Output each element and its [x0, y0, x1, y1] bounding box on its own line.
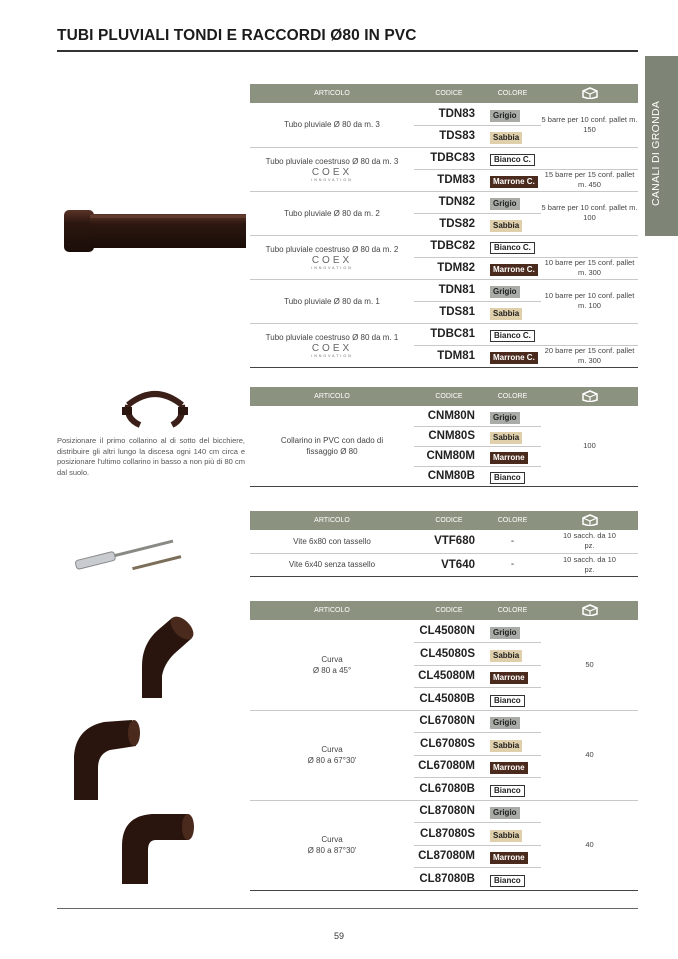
pack-cell: 50 [541, 620, 638, 710]
color-swatch: Grigio [490, 412, 520, 424]
product-code: CL87080B [414, 868, 484, 891]
article-cell: Collarino in PVC con dado di fissaggio Ø 80 [250, 406, 414, 486]
color-cell [484, 125, 541, 147]
color-cell [484, 169, 541, 191]
product-code: TDS81 [414, 301, 484, 323]
product-code: TDN83 [414, 103, 484, 125]
article-cell: Vite 6x40 senza tassello [250, 553, 414, 576]
color-swatch: Sabbia [490, 650, 522, 662]
color-swatch: Bianco [490, 875, 525, 887]
side-tab-label: CANALI DI GRONDA [650, 100, 662, 206]
color-swatch: Sabbia [490, 432, 522, 444]
title-rule [57, 50, 638, 52]
product-code: CL67080S [414, 733, 484, 756]
header-colore: COLORE [484, 511, 541, 530]
product-code: CL67080N [414, 710, 484, 733]
header-articolo: ARTICOLO [250, 601, 414, 620]
curve-67-image [70, 718, 142, 802]
coex-brand: COEX [311, 342, 353, 354]
coex-sub: INNOVATION [311, 265, 353, 270]
screws-table [250, 511, 638, 577]
header-articolo: ARTICOLO [250, 84, 414, 103]
product-code: CL45080S [414, 643, 484, 666]
box-icon [581, 603, 599, 616]
color-cell [484, 466, 541, 486]
product-code: CNM80M [414, 446, 484, 466]
color-swatch: Sabbia [490, 830, 522, 842]
coex-logo [250, 344, 414, 359]
article-cell [250, 323, 414, 367]
color-cell [484, 710, 541, 733]
color-cell [484, 345, 541, 367]
header-codice: CODICE [414, 387, 484, 406]
color-cell [484, 800, 541, 823]
color-cell [484, 257, 541, 279]
header-articolo: ARTICOLO [250, 511, 414, 530]
product-code: VTF680 [414, 530, 484, 553]
header-codice: CODICE [414, 511, 484, 530]
color-swatch: Sabbia [490, 308, 522, 320]
coex-logo [250, 168, 414, 183]
pipe-image [64, 206, 246, 256]
header-colore: COLORE [484, 387, 541, 406]
color-cell [484, 868, 541, 891]
color-swatch: Bianco [490, 785, 525, 797]
product-code: TDBC82 [414, 235, 484, 257]
color-swatch: Sabbia [490, 220, 522, 232]
pack-cell: 15 barre per 15 conf. pallet m. 450 [541, 169, 638, 191]
article-cell: Tubo pluviale Ø 80 da m. 2 [250, 191, 414, 235]
pack-cell: 100 [541, 406, 638, 486]
product-code: CL45080B [414, 688, 484, 711]
header-pack [541, 84, 638, 103]
footer-rule [57, 908, 638, 909]
article-text: Tubo pluviale coestruso Ø 80 da m. 2 [265, 244, 399, 254]
color-cell [484, 446, 541, 466]
article-cell [250, 800, 414, 890]
article-cell [250, 235, 414, 279]
curve-45-image [128, 614, 194, 700]
product-code: TDS83 [414, 125, 484, 147]
product-code: TDS82 [414, 213, 484, 235]
color-swatch: Marrone C. [490, 264, 538, 276]
color-cell [484, 665, 541, 688]
article-line2: Ø 80 a 87°30' [307, 846, 357, 855]
color-swatch: Marrone C. [490, 176, 538, 188]
color-cell [484, 426, 541, 446]
curves-table [250, 601, 638, 891]
color-cell [484, 279, 541, 301]
pack-cell [541, 323, 638, 345]
coex-sub: INNOVATION [311, 177, 353, 182]
product-code: CL87080M [414, 845, 484, 868]
color-swatch: Grigio [490, 627, 520, 639]
product-code: TDN82 [414, 191, 484, 213]
article-line2: Ø 80 a 45° [312, 665, 352, 675]
article-line1: Curva [321, 745, 343, 754]
article-cell: Tubo pluviale Ø 80 da m. 1 [250, 279, 414, 323]
side-tab[interactable] [645, 56, 678, 236]
color-swatch: Marrone [490, 762, 528, 774]
pack-cell: 20 barre per 15 conf. pallet m. 300 [541, 345, 638, 367]
collar-installation-note: Posizionare il primo collarino al di sotto del bicchiere, distribuire gli altri lungo la discesa ogni 140 cm circa e posizionare l'ultimo collarino in basso a non più di 80 cm dal suolo. [57, 436, 245, 477]
color-swatch: Bianco C. [490, 330, 535, 342]
color-swatch: Bianco C. [490, 242, 535, 254]
color-cell [484, 103, 541, 125]
header-colore: COLORE [484, 84, 541, 103]
header-articolo: ARTICOLO [250, 387, 414, 406]
color-cell [484, 147, 541, 169]
article-cell [250, 147, 414, 191]
color-swatch: Grigio [490, 807, 520, 819]
header-codice: CODICE [414, 84, 484, 103]
color-swatch: Sabbia [490, 132, 522, 144]
color-cell [484, 688, 541, 711]
color-swatch: Bianco C. [490, 154, 535, 166]
header-colore: COLORE [484, 601, 541, 620]
header-codice: CODICE [414, 601, 484, 620]
color-swatch: Marrone [490, 852, 528, 864]
box-icon [581, 86, 599, 99]
pack-cell [541, 235, 638, 257]
pack-cell: 10 barre per 15 conf. pallet m. 300 [541, 257, 638, 279]
product-code: TDBC81 [414, 323, 484, 345]
product-code: TDBC83 [414, 147, 484, 169]
product-code: TDM83 [414, 169, 484, 191]
color-swatch: Bianco [490, 472, 525, 484]
coex-sub: INNOVATION [311, 353, 353, 358]
color-cell [484, 191, 541, 213]
product-code: VT640 [414, 553, 484, 576]
color-swatch: Grigio [490, 110, 520, 122]
box-icon [581, 513, 599, 526]
color-swatch: Grigio [490, 198, 520, 210]
screws-image [72, 538, 184, 580]
article-text: Tubo pluviale coestruso Ø 80 da m. 3 [265, 156, 399, 166]
color-swatch: Grigio [490, 717, 520, 729]
product-code: CNM80B [414, 466, 484, 486]
color-cell [484, 845, 541, 868]
pack-cell: 10 sacch. da 10 pz. [541, 553, 638, 576]
color-cell [484, 643, 541, 666]
color-cell [484, 323, 541, 345]
product-code: CL87080S [414, 823, 484, 846]
product-code: CNM80N [414, 406, 484, 426]
pack-cell: 5 barre per 10 conf. pallet m. 100 [541, 191, 638, 235]
color-cell [484, 755, 541, 778]
collar-table [250, 387, 638, 487]
color-cell: - [484, 553, 541, 576]
color-swatch: Marrone [490, 672, 528, 684]
product-code: TDN81 [414, 279, 484, 301]
header-pack [541, 601, 638, 620]
color-cell [484, 301, 541, 323]
article-cell: Tubo pluviale Ø 80 da m. 3 [250, 103, 414, 147]
page-title: TUBI PLUVIALI TONDI E RACCORDI Ø80 IN PVC [57, 27, 417, 44]
page-number: 59 [333, 931, 344, 941]
color-swatch: Marrone C. [490, 352, 538, 364]
article-cell [250, 710, 414, 800]
color-cell [484, 778, 541, 801]
coex-brand: COEX [311, 254, 353, 266]
pack-cell [541, 147, 638, 169]
header-pack [541, 387, 638, 406]
curve-87-image [118, 810, 196, 886]
article-line1: Curva [321, 654, 343, 664]
color-cell [484, 733, 541, 756]
article-cell: Vite 6x80 con tassello [250, 530, 414, 553]
article-text: Tubo pluviale coestruso Ø 80 da m. 1 [265, 332, 399, 342]
pack-cell: 5 barre per 10 conf. pallet m. 150 [541, 103, 638, 147]
product-code: CL87080N [414, 800, 484, 823]
product-code: TDM81 [414, 345, 484, 367]
pack-cell: 10 barre per 10 conf. pallet m. 100 [541, 279, 638, 323]
color-cell [484, 620, 541, 643]
article-cell [250, 620, 414, 710]
product-code: CL67080B [414, 778, 484, 801]
coex-brand: COEX [311, 166, 353, 178]
box-icon [581, 389, 599, 402]
pack-cell: 40 [541, 800, 638, 890]
product-code: TDM82 [414, 257, 484, 279]
product-code: CL45080M [414, 665, 484, 688]
pipes-table [250, 84, 638, 368]
product-code: CL45080N [414, 620, 484, 643]
color-cell [484, 406, 541, 426]
coex-logo [250, 256, 414, 271]
color-swatch: Bianco [490, 695, 525, 707]
product-code: CNM80S [414, 426, 484, 446]
article-line1: Curva [321, 835, 343, 844]
color-swatch: Marrone [490, 452, 528, 464]
header-pack [541, 511, 638, 530]
article-line2: Ø 80 a 67°30' [307, 756, 357, 765]
color-cell [484, 213, 541, 235]
product-code: CL67080M [414, 755, 484, 778]
color-swatch: Sabbia [490, 740, 522, 752]
color-cell: - [484, 530, 541, 553]
color-cell [484, 823, 541, 846]
pack-cell: 10 sacch. da 10 pz. [541, 530, 638, 553]
pack-cell: 40 [541, 710, 638, 800]
color-swatch: Grigio [490, 286, 520, 298]
color-cell [484, 235, 541, 257]
collar-image [120, 385, 190, 433]
